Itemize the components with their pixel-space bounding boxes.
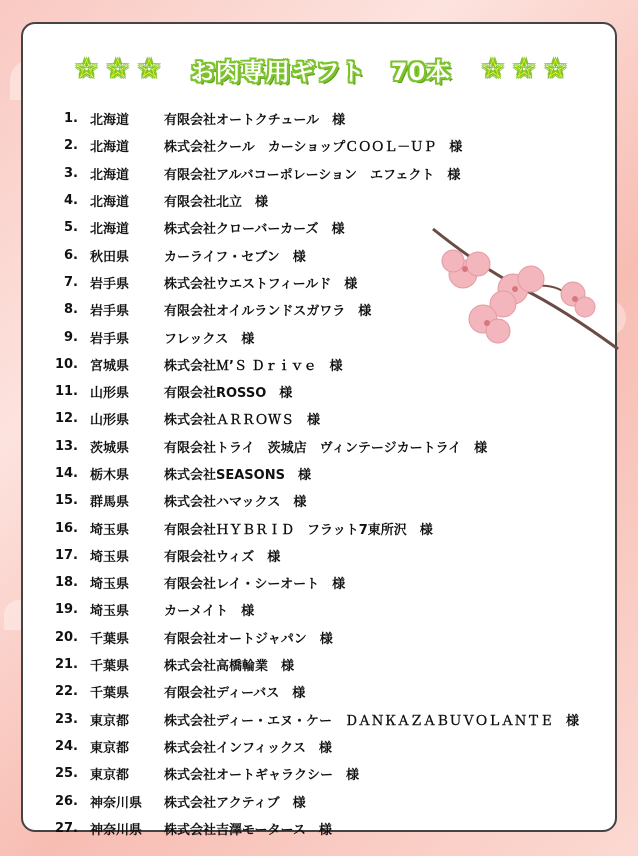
entry-company: 有限会社トライ 茨城店 ヴィンテージカートライ 様 bbox=[164, 440, 488, 456]
entry-number: 11. bbox=[54, 384, 78, 400]
entry-company: 有限会社レイ・シーオート 様 bbox=[164, 577, 346, 593]
entry-number: 4. bbox=[64, 193, 78, 209]
entry-number: 23. bbox=[54, 711, 78, 727]
entry-number: 2. bbox=[64, 138, 78, 154]
entry-prefecture: 東京都 bbox=[90, 740, 130, 756]
entry-number: 24. bbox=[54, 738, 78, 754]
entry-prefecture: 東京都 bbox=[90, 713, 130, 729]
entry-number: 10. bbox=[54, 356, 78, 372]
entry-number: 27. bbox=[54, 820, 78, 836]
entry-prefecture: 群馬県 bbox=[90, 495, 130, 511]
list-item bbox=[23, 378, 619, 405]
entry-prefecture: 北海道 bbox=[90, 195, 130, 211]
entry-number: 13. bbox=[54, 438, 78, 454]
list-item bbox=[23, 787, 619, 814]
list-item bbox=[23, 433, 619, 460]
entry-prefecture: 岩手県 bbox=[90, 331, 130, 347]
list-item bbox=[23, 460, 619, 487]
entry-company: 株式会社高橋輪業 様 bbox=[164, 659, 295, 675]
entry-number: 16. bbox=[54, 520, 78, 536]
entry-number: 7. bbox=[64, 274, 78, 290]
list-item bbox=[23, 760, 619, 787]
entry-prefecture: 埼玉県 bbox=[90, 549, 130, 565]
entry-prefecture: 山形県 bbox=[90, 386, 130, 402]
entry-company: カーメイト 様 bbox=[164, 604, 255, 620]
list-item bbox=[23, 733, 619, 760]
list-item bbox=[23, 105, 619, 132]
star-icon: ☆ bbox=[106, 54, 130, 84]
list-item bbox=[23, 132, 619, 159]
entry-number: 17. bbox=[54, 547, 78, 563]
list-item bbox=[23, 624, 619, 651]
page-title: お肉専用ギフト 70本 bbox=[190, 57, 452, 86]
entry-company: 有限会社北立 様 bbox=[164, 195, 269, 211]
entry-company: 株式会社吉澤モータース 様 bbox=[164, 822, 332, 838]
entry-company: 株式会社クール カーショップＣＯＯＬ－ＵＰ 様 bbox=[164, 140, 463, 156]
entry-number: 1. bbox=[64, 111, 78, 127]
list-item bbox=[23, 323, 619, 350]
star-icon: ☆ bbox=[137, 54, 161, 84]
entry-company: 株式会社ウエストフィールド 様 bbox=[164, 276, 358, 292]
entry-prefecture: 北海道 bbox=[90, 140, 130, 156]
list-item bbox=[23, 815, 619, 842]
entry-number: 15. bbox=[54, 493, 78, 509]
entry-company: 株式会社ディー・エヌ・ケー ＤＡＮＫＡＺＡＢＵＶＯＬＡＮＴＥ 様 bbox=[164, 713, 579, 729]
entry-company: 株式会社アクティブ 様 bbox=[164, 795, 306, 811]
gift-recipient-list bbox=[23, 105, 619, 842]
star-icon: ☆ bbox=[74, 54, 99, 84]
entry-company: 株式会社Ｍ’Ｓ Ｄｒｉｖｅ 様 bbox=[164, 358, 343, 374]
entry-prefecture: 神奈川県 bbox=[90, 795, 143, 811]
entry-company: 有限会社ＨＹＢＲＩＤ フラット7東所沢 様 bbox=[164, 522, 433, 538]
entry-company: フレックス 様 bbox=[164, 331, 255, 347]
list-item bbox=[23, 542, 619, 569]
entry-number: 8. bbox=[64, 302, 78, 318]
list-item bbox=[23, 487, 619, 514]
entry-company: カーライフ・セブン 様 bbox=[164, 249, 306, 265]
entry-prefecture: 千葉県 bbox=[90, 659, 130, 675]
gift-list-card bbox=[21, 22, 617, 838]
entry-prefecture: 栃木県 bbox=[90, 468, 130, 483]
entry-prefecture: 宮城県 bbox=[90, 358, 130, 374]
entry-prefecture: 北海道 bbox=[90, 167, 130, 183]
star-icon: ☆ bbox=[512, 54, 536, 84]
entry-number: 12. bbox=[54, 411, 78, 427]
entry-company: 株式会社オートギャラクシー 様 bbox=[164, 768, 360, 784]
entry-company: 株式会社ＡＲＲＯＷＳ 様 bbox=[164, 413, 321, 429]
entry-company: 株式会社SEASONS 様 bbox=[164, 468, 311, 483]
list-item bbox=[23, 296, 619, 323]
entry-prefecture: 千葉県 bbox=[90, 686, 130, 702]
list-item bbox=[23, 405, 619, 432]
entry-prefecture: 岩手県 bbox=[90, 304, 130, 320]
entry-company: 有限会社オイルランドスガワラ 様 bbox=[164, 304, 372, 320]
entry-number: 22. bbox=[54, 684, 78, 700]
entry-number: 19. bbox=[54, 602, 78, 618]
entry-company: 有限会社ROSSO 様 bbox=[164, 386, 293, 402]
entry-company: 株式会社インフィックス 様 bbox=[164, 740, 332, 756]
list-item bbox=[23, 241, 619, 268]
entry-prefecture: 茨城県 bbox=[90, 440, 130, 456]
entry-company: 株式会社クローバーカーズ 様 bbox=[164, 222, 345, 238]
entry-number: 9. bbox=[64, 329, 78, 345]
list-item bbox=[23, 187, 619, 214]
entry-prefecture: 神奈川県 bbox=[90, 822, 143, 838]
list-item bbox=[23, 678, 619, 705]
list-item bbox=[23, 514, 619, 541]
entry-company: 有限会社アルバコーポレーション エフェクト 様 bbox=[164, 167, 461, 183]
entry-prefecture: 東京都 bbox=[90, 768, 130, 784]
list-item bbox=[23, 596, 619, 623]
list-item bbox=[23, 706, 619, 733]
entry-number: 26. bbox=[54, 793, 78, 809]
entry-prefecture: 山形県 bbox=[90, 413, 130, 429]
left-stars bbox=[75, 56, 161, 82]
entry-number: 21. bbox=[54, 657, 78, 673]
entry-prefecture: 北海道 bbox=[90, 222, 130, 238]
entry-prefecture: 埼玉県 bbox=[90, 604, 130, 620]
entry-company: 有限会社ウィズ 様 bbox=[164, 549, 281, 565]
list-item bbox=[23, 651, 619, 678]
entry-company: 有限会社オートジャパン 様 bbox=[164, 631, 333, 647]
entry-number: 14. bbox=[54, 466, 78, 481]
entry-prefecture: 秋田県 bbox=[90, 249, 130, 265]
entry-prefecture: 千葉県 bbox=[90, 631, 130, 647]
list-item bbox=[23, 160, 619, 187]
entry-prefecture: 埼玉県 bbox=[90, 577, 130, 593]
list-item bbox=[23, 351, 619, 378]
entry-company: 株式会社ハマックス 様 bbox=[164, 495, 307, 511]
entry-number: 6. bbox=[64, 247, 78, 263]
right-stars bbox=[481, 56, 567, 82]
entry-number: 3. bbox=[64, 165, 78, 181]
list-item bbox=[23, 269, 619, 296]
list-item bbox=[23, 214, 619, 241]
entry-number: 25. bbox=[54, 766, 78, 782]
star-icon: ☆ bbox=[543, 54, 568, 84]
entry-prefecture: 岩手県 bbox=[90, 276, 130, 292]
entry-company: 有限会社オートクチュール 様 bbox=[164, 113, 346, 129]
entry-company: 有限会社ディーバス 様 bbox=[164, 686, 306, 702]
entry-number: 20. bbox=[54, 629, 78, 645]
entry-prefecture: 埼玉県 bbox=[90, 522, 130, 538]
entry-number: 18. bbox=[54, 575, 78, 591]
star-icon: ☆ bbox=[481, 54, 505, 84]
list-item bbox=[23, 569, 619, 596]
entry-number: 5. bbox=[64, 220, 78, 236]
title-row bbox=[23, 48, 619, 90]
entry-prefecture: 北海道 bbox=[90, 113, 130, 129]
